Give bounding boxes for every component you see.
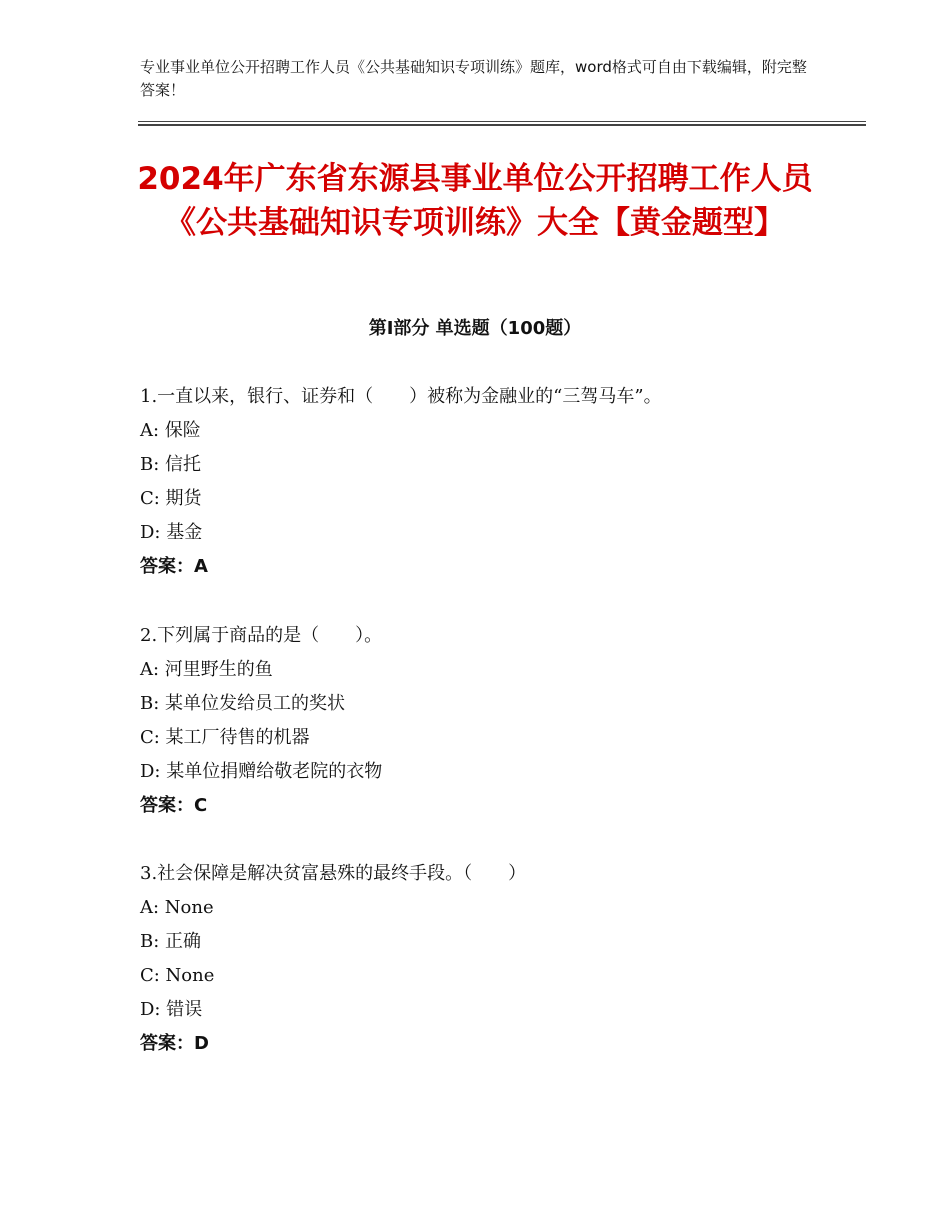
answer: 答案：D <box>140 1033 209 1054</box>
question-2 <box>140 619 860 823</box>
section-heading: 第Ⅰ部分 单选题（100题） <box>368 318 582 339</box>
option-d: D: 基金 <box>140 522 203 543</box>
option-d: D: 错误 <box>140 999 203 1020</box>
answer: 答案：A <box>140 556 208 577</box>
question-3 <box>140 857 860 1061</box>
option-d: D: 某单位捐赠给敬老院的衣物 <box>140 761 383 782</box>
question-1 <box>140 380 860 584</box>
answer: 答案：C <box>140 795 208 816</box>
option-a: A: 保险 <box>140 420 201 441</box>
question-text: 3.社会保障是解决贫富悬殊的最终手段。（ ） <box>140 863 527 884</box>
option-a: A: None <box>140 897 214 918</box>
option-b: B: 某单位发给员工的奖状 <box>140 693 346 714</box>
option-b: B: 正确 <box>140 931 202 952</box>
option-c: C: 期货 <box>140 488 202 509</box>
option-c: C: 某工厂待售的机器 <box>140 727 310 748</box>
option-b: B: 信托 <box>140 454 202 475</box>
question-text: 2.下列属于商品的是（ ）。 <box>140 625 383 646</box>
header-divider-thin <box>138 121 866 122</box>
header-divider-thick <box>138 124 866 126</box>
question-text: 1.一直以来，银行、证券和（ ）被称为金融业的“三驾马车”。 <box>140 386 662 407</box>
option-c: C: None <box>140 965 215 986</box>
document-title: 2024年广东省东源县事业单位公开招聘工作人员《公共基础知识专项训练》大全【黄金题型】 <box>137 161 813 241</box>
option-a: A: 河里野生的鱼 <box>140 659 273 680</box>
header-note: 专业事业单位公开招聘工作人员《公共基础知识专项训练》题库，word格式可自由下载编辑，附完整答案！ <box>140 58 807 99</box>
